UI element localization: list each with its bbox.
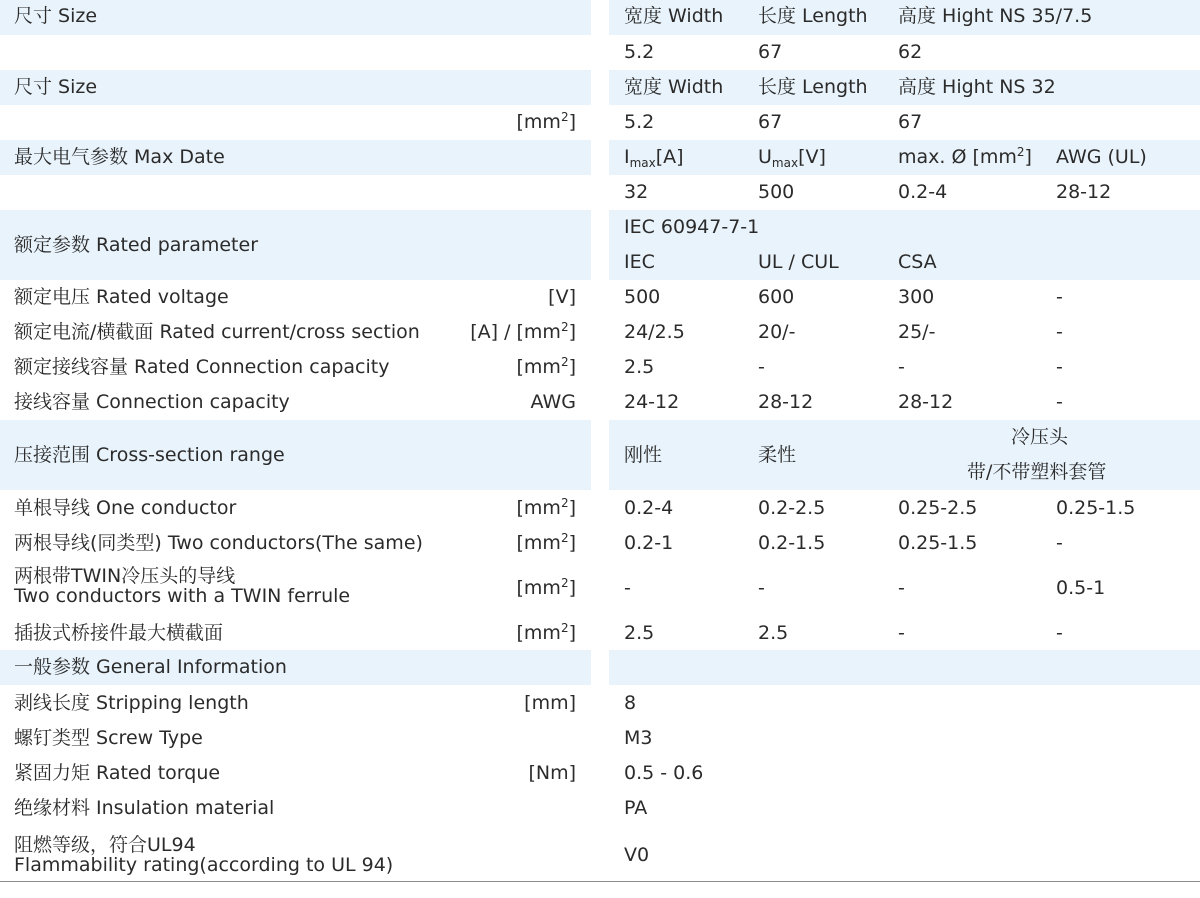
bottom-divider [0,881,1200,882]
rated-row-value: - [1056,286,1063,308]
unit-label [470,322,576,344]
cross-section-row [0,525,1200,560]
cross-row-value: - [898,577,905,599]
size-label: 尺寸 Size [14,5,98,27]
rated-parameter-label: 额定参数 Rated parameter [14,234,259,256]
general-row-value: M3 [624,727,653,749]
width-header: 宽度 Width [624,5,724,27]
rated-row [0,350,1200,385]
cross-row-value: - [624,577,631,599]
general-row-value: 8 [624,692,637,714]
general-row-label: 剥线长度 Stripping length [14,692,249,714]
cross-section-row [0,560,1200,615]
rated-row-value: 500 [624,286,661,308]
unit-base: [mm [516,577,561,599]
cross-row-value: - [1056,532,1063,554]
max-data-values-row [0,175,1200,210]
height-header-2: 高度 Hight NS 32 [898,76,1056,98]
rated-parameter-header [0,210,1200,280]
max-data-header-row [0,140,1200,175]
height-value-2: 67 [898,111,923,133]
unit-label [517,623,577,645]
rated-row-value: 24-12 [624,391,680,413]
rated-row-value: - [1056,391,1063,413]
cross-row-value: 0.2-2.5 [758,497,826,519]
rated-row-value: - [1056,321,1063,343]
width-value: 5.2 [624,41,655,63]
unit-label [517,357,577,379]
unit-superscript: 2 [560,496,569,510]
diameter-value: 0.2-4 [898,181,948,203]
general-row [0,755,1200,790]
ul-header: UL / CUL [758,251,839,273]
rated-row-label: 接线容量 Connection capacity [14,391,290,413]
unit-base: [A] / [mm [470,321,561,343]
flexible-header: 柔性 [758,444,797,466]
ferrule-header-line2: 带/不带塑料套管 [967,461,1107,483]
rated-row-value: - [758,356,765,378]
length-value: 67 [758,41,783,63]
rated-row-label: 额定电压 Rated voltage [14,286,229,308]
unit-label [517,533,577,555]
general-row [0,720,1200,755]
unit-base: [mm [516,532,561,554]
cross-row-label: 两根导线(同类型) Two conductors(The same) [14,532,423,554]
iec-header: IEC [624,251,655,273]
cross-section-row [0,490,1200,525]
general-info-label: 一般参数 General Information [14,656,287,678]
rated-row-value: 24/2.5 [624,321,685,343]
unit-label [548,287,576,309]
rated-row-label: 额定接线容量 Rated Connection capacity [14,356,390,378]
cross-row-value: 0.2-1 [624,532,674,554]
rigid-header: 刚性 [624,444,663,466]
imax-header: $I_{max}[A]$ [624,146,684,170]
size-label-2: 尺寸 Size [14,76,98,98]
width-value-2: 5.2 [624,111,655,133]
rated-row-value: 600 [758,286,795,308]
length-header-2: 长度 Length [758,76,868,98]
cross-row-value: 0.25-1.5 [1056,497,1136,519]
cross-row-value: 2.5 [758,622,789,644]
umax-header: $U_{max}[V]$ [758,146,826,170]
unit-end: ] [568,356,576,378]
unit-base: [mm [516,497,561,519]
length-header: 长度 Length [758,5,868,27]
unit-label [517,498,577,520]
width-header-2: 宽度 Width [624,76,724,98]
general-row-value: V0 [624,844,650,866]
general-row-value: 0.5 - 0.6 [624,762,704,784]
general-row-label: 螺钉类型 Screw Type [14,727,203,749]
unit-superscript: 2 [560,531,569,545]
general-row-unit: [Nm] [528,762,576,784]
rated-row-value: 300 [898,286,935,308]
unit-end: ] [568,497,576,519]
unit-base: AWG [530,391,576,413]
unit-mm2: $[mm^2]$ [516,110,576,133]
general-row [0,790,1200,825]
rated-row-value: - [1056,356,1063,378]
unit-superscript: 2 [560,355,569,369]
general-row-unit: [mm] [524,692,576,714]
cross-row-label-en: Two conductors with a TWIN ferrule [14,585,351,607]
awg-header: AWG (UL) [1056,146,1147,168]
cross-row-value: - [898,622,905,644]
unit-end: ] [568,622,576,644]
cross-section-header [0,420,1200,490]
rated-row-value: 25/- [898,321,936,343]
height-header: 高度 Hight NS 35/7.5 [898,5,1093,27]
max-data-label: 最大电气参数 Max Date [14,146,225,168]
unit-end: ] [568,577,576,599]
rated-row-value: 28-12 [758,391,814,413]
cross-row-value: 0.25-2.5 [898,497,978,519]
size-values-row [0,35,1200,70]
length-value-2: 67 [758,111,783,133]
size-values-row-2 [0,105,1200,140]
general-info-header [0,650,1200,685]
unit-end: ] [568,532,576,554]
cross-row-value: 0.2-4 [624,497,674,519]
unit-superscript: 2 [560,621,569,635]
size-header-row-2 [0,70,1200,105]
cross-row-value: 2.5 [624,622,655,644]
umax-value: 500 [758,181,795,203]
general-row [0,825,1200,885]
general-row-label: 紧固力矩 Rated torque [14,762,221,784]
ferrule-header-line1: 冷压头 [1011,426,1069,448]
cross-row-label: 两根带TWIN冷压头的导线 [14,565,236,587]
standard-label: IEC 60947-7-1 [624,216,760,238]
rated-row-value: 20/- [758,321,796,343]
awg-value: 28-12 [1056,181,1112,203]
height-value: 62 [898,41,923,63]
general-row-value: PA [624,797,648,819]
unit-superscript: 2 [560,576,569,590]
unit-base: [V] [548,286,576,308]
unit-superscript: 2 [560,320,569,334]
unit-label [517,578,577,600]
cross-section-label: 压接范围 Cross-section range [14,444,285,466]
cross-row-value: - [1056,622,1063,644]
unit-end: ] [568,321,576,343]
rated-row-value: 28-12 [898,391,954,413]
general-row [0,685,1200,720]
cross-section-row [0,615,1200,650]
rated-row-value: 2.5 [624,356,655,378]
diameter-header: max. Ø $[mm^2]$ [898,145,1032,168]
csa-header: CSA [898,251,937,273]
size-header-row [0,0,1200,35]
unit-base: [mm [516,356,561,378]
cross-row-label: 插拔式桥接件最大横截面 [14,622,224,644]
cross-row-value: 0.5-1 [1056,577,1106,599]
cross-row-value: 0.2-1.5 [758,532,826,554]
unit-base: [mm [516,622,561,644]
rated-row [0,385,1200,420]
imax-value: 32 [624,181,649,203]
general-row-label-en: Flammability rating(according to UL 94) [14,854,394,876]
cross-row-value: - [758,577,765,599]
rated-row [0,280,1200,315]
cross-row-label: 单根导线 One conductor [14,497,237,519]
rated-row-value: - [898,356,905,378]
rated-row-label: 额定电流/横截面 Rated current/cross section [14,321,420,343]
cross-row-value: 0.25-1.5 [898,532,978,554]
unit-label [531,392,576,414]
rated-row [0,315,1200,350]
general-row-label: 阻燃等级，符合UL94 [14,834,196,856]
general-row-label: 绝缘材料 Insulation material [14,797,275,819]
